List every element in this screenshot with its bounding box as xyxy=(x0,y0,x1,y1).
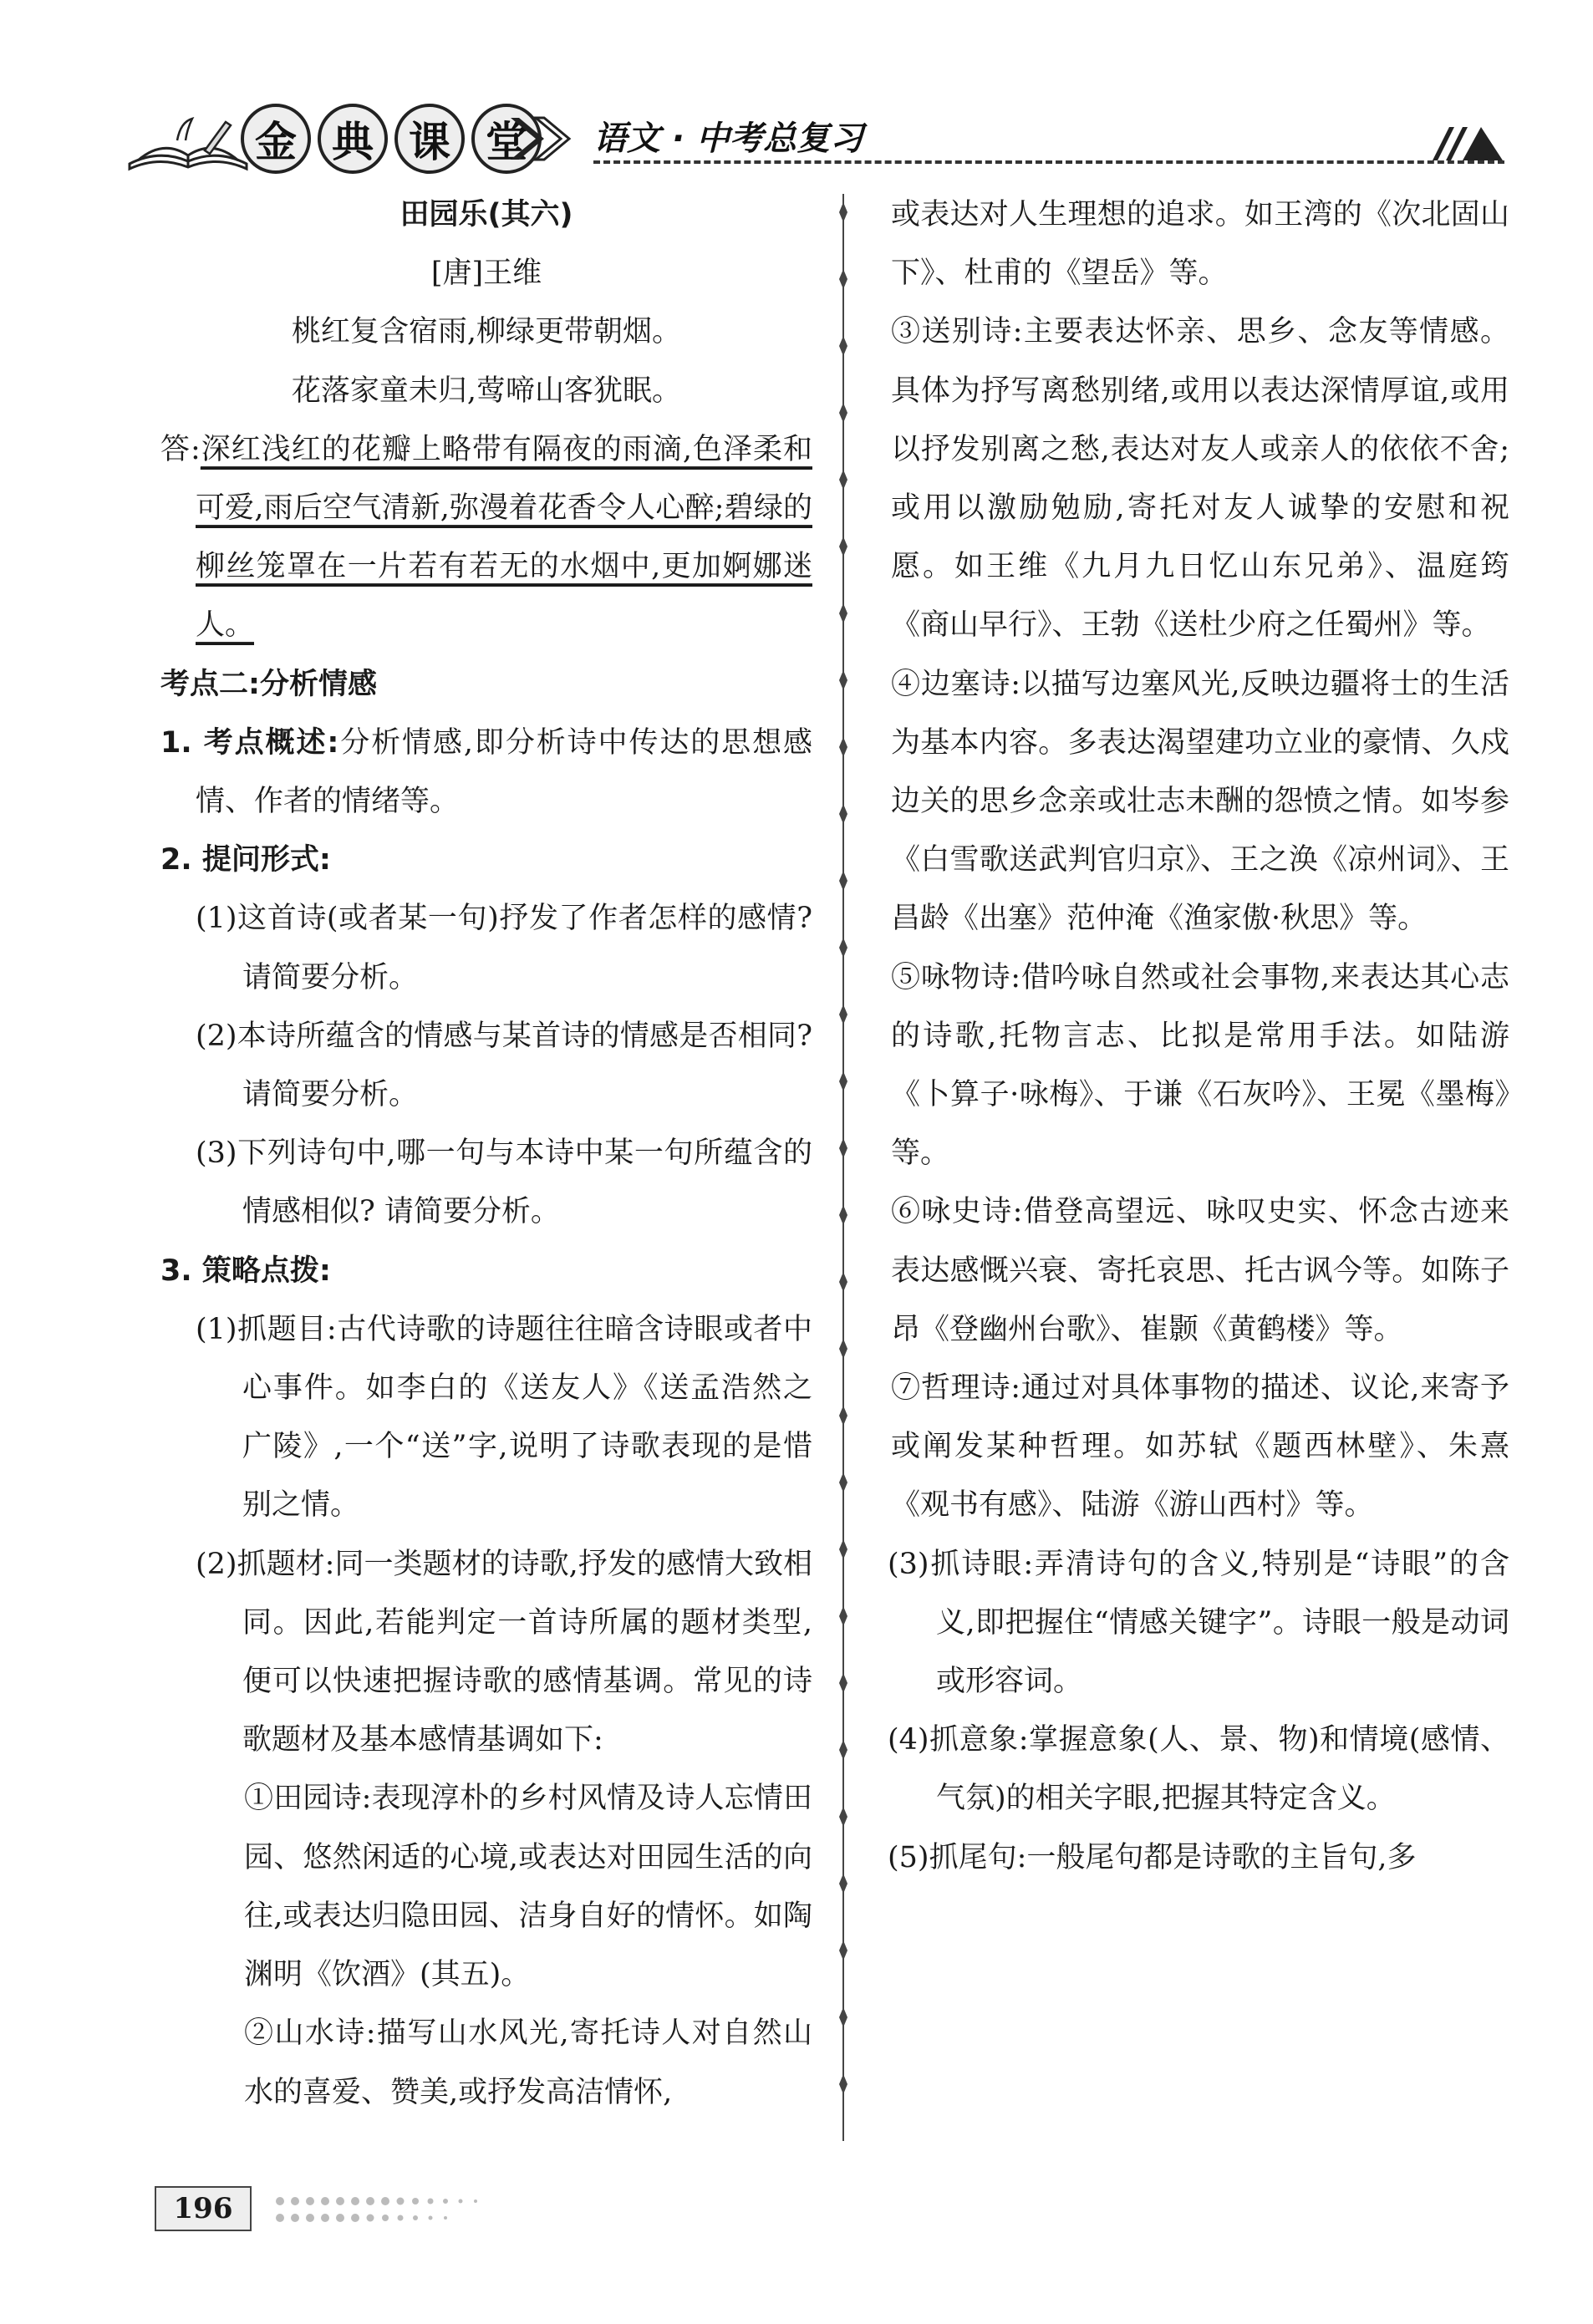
strategy-item: (1)抓题目:古代诗歌的诗题往往暗含诗眼或者中心事件。如李白的《送友人》《送孟浩然之广陵》,一个“送”字,说明了诗歌表现的是惜别之情。 xyxy=(196,1312,812,1523)
poem-line: 桃红复含宿雨,柳绿更带朝烟。 xyxy=(291,315,682,349)
theme-item: ①田园诗:表现淳朴的乡村风情及诗人忘情田园、悠然闲适的心境,或表达对田园生活的向往,或表达归隐田园、洁身自好的情怀。如陶渊明《饮酒》(其五)。 xyxy=(244,1782,812,1992)
open-book-icon xyxy=(125,115,251,174)
right-column xyxy=(888,186,1509,1887)
theme-item: ⑤咏物诗:借吟咏自然或社会事物,来表达其心志的诗歌,托物言志、比拟是常用手法。如陆游《卜算子·咏梅》、于谦《石灰吟》、王冕《墨梅》等。 xyxy=(891,960,1509,1171)
page-header xyxy=(125,100,1504,175)
poem-title: 田园乐(其六) xyxy=(400,198,573,231)
section-title: 考点二:分析情感 xyxy=(160,667,377,701)
subject-title: 语文 · 中考总复习 xyxy=(593,120,864,158)
brand-char: 堂 xyxy=(471,104,542,174)
page-number: 196 xyxy=(155,2186,252,2231)
strategy-item: (5)抓尾句:一般尾句都是诗歌的主旨句,多 xyxy=(888,1840,1417,1874)
answer-label: 答: xyxy=(160,432,201,466)
left-column xyxy=(160,186,812,2122)
item-text: 分析情感,即分析诗中传达的思想感情、作者的情绪等。 xyxy=(196,725,812,819)
brand-char: 典 xyxy=(318,104,388,174)
page-footer xyxy=(155,2186,589,2236)
theme-item: ⑥咏史诗:借登高望远、咏叹史实、怀念古迹来表达感慨兴衰、寄托哀思、托古讽今等。如陈子昂《登幽州台歌》、崔颢《黄鹤楼》等。 xyxy=(891,1195,1509,1346)
theme-item: ④边塞诗:以描写边塞风光,反映边疆将士的生活为基本内容。多表达渴望建功立业的豪情、久戍边关的思乡念亲或壮志未酬的怨愤之情。如岑参《白雪歌送武判官归京》、王之涣《凉州词》、王昌龄《出塞》范仲淹《渔家傲·秋思》等。 xyxy=(891,667,1509,936)
question-item: (3)下列诗句中,哪一句与本诗中某一句所蕴含的情感相似? 请简要分析。 xyxy=(196,1137,812,1229)
theme-item: ②山水诗:描写山水风光,寄托诗人对自然山水的喜爱、赞美,或抒发高洁情怀, xyxy=(244,2016,812,2109)
double-chevron-icon xyxy=(506,114,582,164)
strategy-item: (2)抓题材:同一类题材的诗歌,抒发的感情大致相同。因此,若能判定一首诗所属的题材类型,便可以快速把握诗歌的感情基调。常见的诗歌题材及基本感情基调如下: xyxy=(196,1547,812,1757)
item-label: 3. 策略点拨: xyxy=(160,1254,331,1288)
theme-item-continued: 或表达对人生理想的追求。如王湾的《次北固山下》、杜甫的《望岳》等。 xyxy=(891,198,1509,291)
question-item: (1)这首诗(或者某一句)抒发了作者怎样的感情? 请简要分析。 xyxy=(196,902,812,994)
strategy-item: (4)抓意象:掌握意象(人、景、物)和情境(感情、气氛)的相关字眼,把握其特定含义。 xyxy=(888,1723,1509,1816)
answer-paragraph xyxy=(160,420,812,655)
poem-line: 花落家童未归,莺啼山客犹眠。 xyxy=(291,374,682,408)
question-item: (2)本诗所蕴含的情感与某首诗的情感是否相同? 请简要分析。 xyxy=(196,1019,812,1112)
theme-item: ③送别诗:主要表达怀亲、思乡、念友等情感。具体为抒写离愁别绪,或用以表达深情厚谊,或用以抒发别离之愁,表达对友人或亲人的依依不舍;或用以激励勉励,寄托对友人诚挚的安慰和祝愿。如王维《九月九日忆山东兄弟》、温庭筠《商山早行》、王勃《送杜少府之任蜀州》等。 xyxy=(891,315,1509,643)
corner-triangle-icon xyxy=(1429,124,1504,162)
header-divider xyxy=(593,160,1504,164)
item-label: 2. 提问形式: xyxy=(160,843,331,877)
brand-char: 课 xyxy=(394,104,465,174)
item-label: 1. 考点概述: xyxy=(160,725,339,760)
column-divider xyxy=(836,194,851,2141)
item-overview xyxy=(160,714,812,831)
brand-title xyxy=(241,104,542,174)
answer-text: 深红浅红的花瓣上略带有隔夜的雨滴,色泽柔和可爱,雨后空气清新,弥漫着花香令人心醉;碧绿的柳丝笼罩在一片若有若无的水烟中,更加婀娜迷人。 xyxy=(196,432,812,643)
strategy-item: (3)抓诗眼:弄清诗句的含义,特别是“诗眼”的含义,即把握住“情感关键字”。诗眼一般是动词或形容词。 xyxy=(888,1547,1509,1699)
poem-author: [唐]王维 xyxy=(430,257,542,291)
decorative-dots xyxy=(272,2193,589,2226)
theme-item: ⑦哲理诗:通过对具体事物的描述、议论,来寄予或阐发某种哲理。如苏轼《题西林壁》、朱熹《观书有感》、陆游《游山西村》等。 xyxy=(891,1371,1509,1523)
brand-char: 金 xyxy=(241,104,311,174)
